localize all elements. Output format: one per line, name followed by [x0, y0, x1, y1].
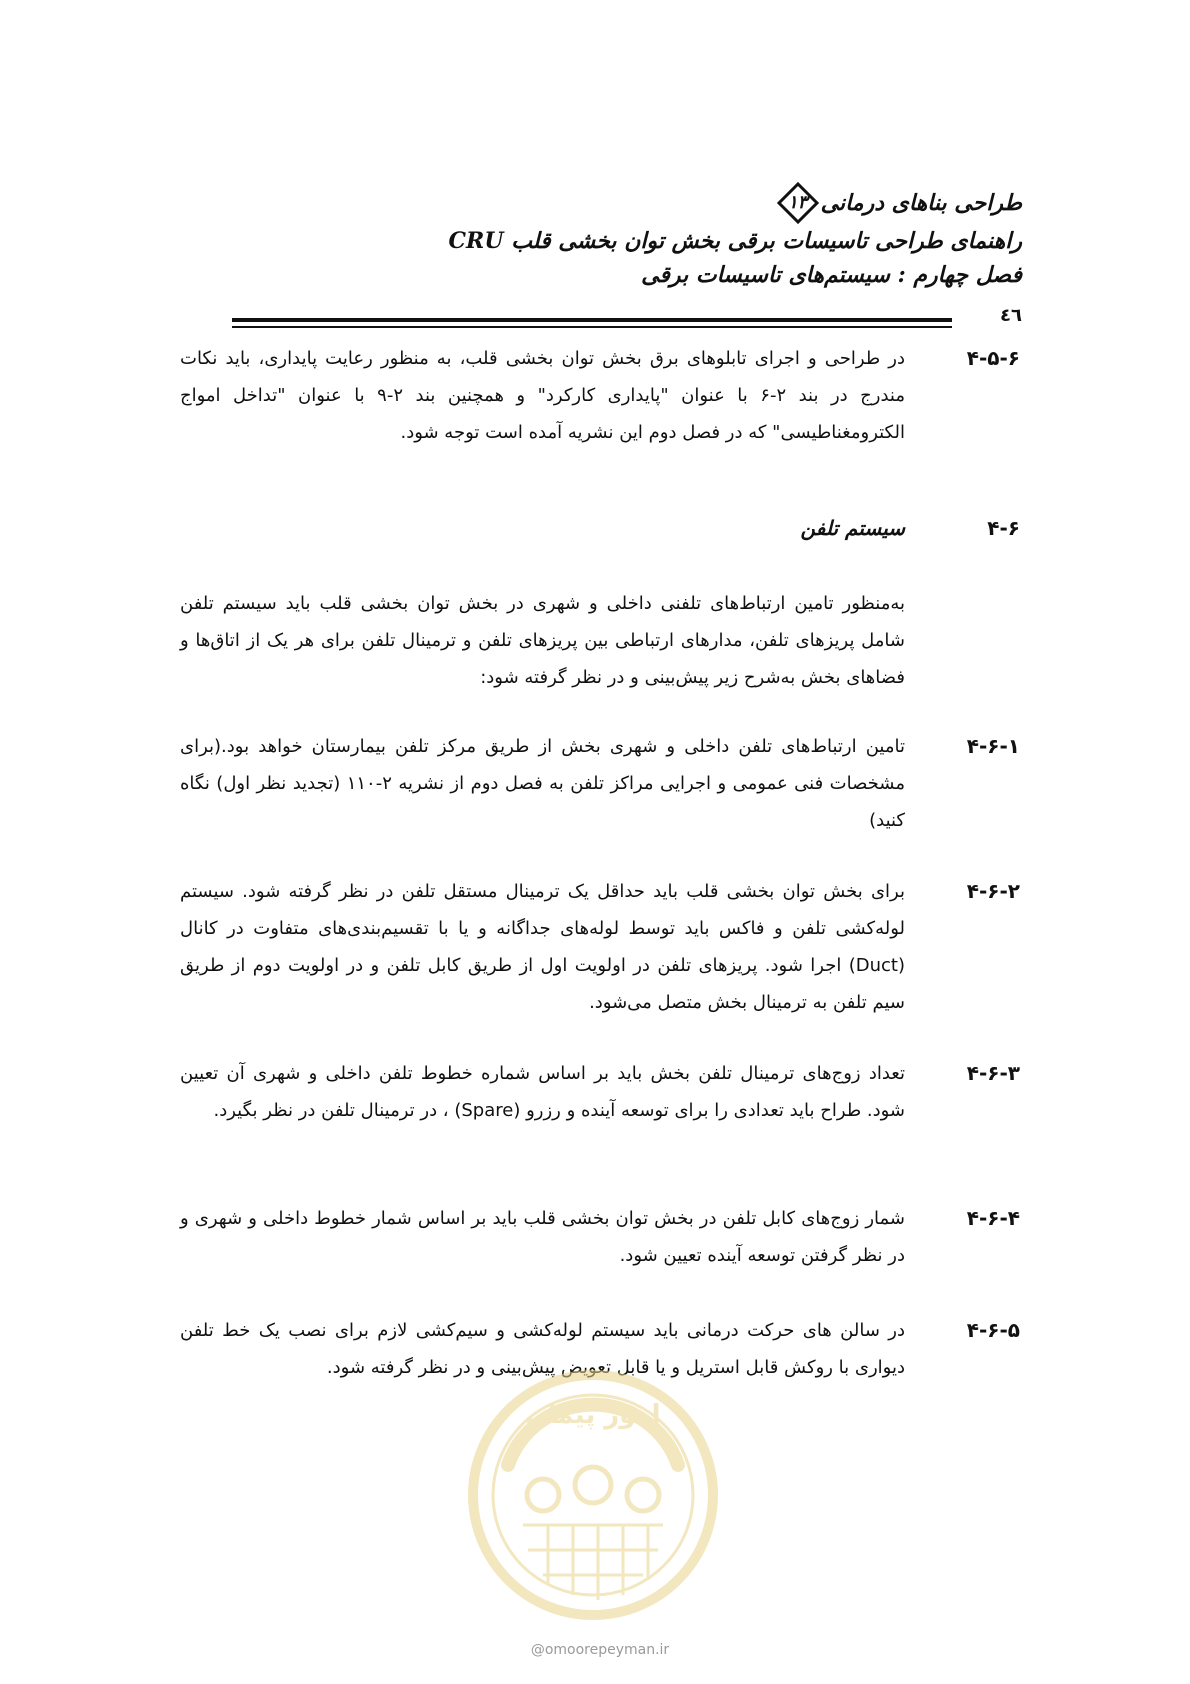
- watermark-text: امور پیمان: [525, 1400, 661, 1430]
- header-divider-thick: [232, 318, 952, 322]
- clause-4-6-2: [180, 873, 1020, 1021]
- watermark-seal-icon: [448, 1345, 738, 1635]
- header-divider-thin: [232, 326, 952, 328]
- header-line-3: فصل چهارم : سیستم‌های تاسیسات برقی: [641, 262, 1022, 288]
- clause-number: ۴-۶-۳: [966, 1061, 1020, 1085]
- clause-text: در سالن های حرکت درمانی باید سیستم لوله‌کشی و سیم‌کشی لازم برای نصب یک خط تلفن دیواری با روکش قابل استریل و یا قابل تعویض پیش‌بینی و در نظر گرفته شود.: [180, 1320, 905, 1378]
- page-number: ٤٦: [1000, 305, 1022, 326]
- clause-number: ۴-۶-۱: [966, 734, 1020, 758]
- clause-4-5-6: [180, 340, 1020, 451]
- clause-4-6-3: [180, 1055, 1020, 1129]
- clause-4-6-1: [180, 728, 1020, 839]
- book-title: طراحی بناهای درمانی: [820, 190, 1022, 216]
- section-number: ۴-۶: [987, 516, 1020, 540]
- clause-text: در طراحی و اجرای تابلوهای برق بخش توان بخشی قلب، به منظور رعایت پایداری، باید نکات مندرج در بند ۲-۶ با عنوان "پایداری کارکرد" و همچنین بند ۲-۹ با عنوان "تداخل امواج الکترومغناطیسی" که در فصل دوم این نشریه آمده است توجه شود.: [180, 348, 905, 443]
- volume-number: ۱۳: [787, 192, 808, 213]
- clause-text: برای بخش توان بخشی قلب باید حداقل یک ترمینال مستقل تلفن در نظر گرفته شود. سیستم لوله‌کشی تلفن و فاکس باید توسط لوله‌های جداگانه و یا با تقسیم‌بندی‌های متفاوت در کانال (Duct) اجرا شود. پریزهای تلفن در اولویت اول از طریق کابل تلفن و در اولویت دوم از طریق سیم تلفن به ترمینال بخش متصل می‌شود.: [180, 881, 905, 1013]
- intro-text: به‌منظور تامین ارتباط‌های تلفنی داخلی و شهری در بخش توان بخشی قلب باید سیستم تلفن شامل پریزهای تلفن، مدارهای ارتباطی بین پریزهای تلفن و ترمینال تلفن برای هر یک از اتاق‌ها و فضاهای بخش به‌شرح زیر پیش‌بینی و در نظر گرفته شود:: [180, 593, 905, 688]
- clause-4-6-4: [180, 1200, 1020, 1274]
- section-intro: [180, 585, 905, 696]
- clause-text: شمار زوج‌های کابل تلفن در بخش توان بخشی قلب باید بر اساس شمار خطوط داخلی و شهری و در نظر گرفتن توسعه آینده تعیین شود.: [180, 1208, 905, 1266]
- clause-text: تعداد زوج‌های ترمینال تلفن بخش باید بر اساس شماره خطوط تلفن داخلی و شهری آن تعیین شود. طراح باید تعدادی را برای توسعه آینده و رزرو (Spare) ، در ترمینال تلفن در نظر بگیرد.: [180, 1063, 905, 1121]
- clause-text: تامین ارتباط‌های تلفن داخلی و شهری بخش از طریق مرکز تلفن بیمارستان خواهد بود.(برای مشخصات فنی عمومی و اجرایی مراکز تلفن به فصل دوم از نشریه ۲-۱۱۰ (تجدید نظر اول) نگاه کنید): [180, 736, 906, 831]
- clause-number: ۴-۶-۵: [966, 1318, 1020, 1342]
- volume-number-badge: [777, 182, 819, 224]
- section-title: سیستم تلفن: [800, 516, 905, 540]
- page-header: [302, 182, 1022, 292]
- clause-number: ۴-۶-۴: [966, 1206, 1020, 1230]
- watermark-site: @omoorepeyman.ir: [530, 1642, 670, 1658]
- header-line-1: [302, 182, 1022, 224]
- clause-number: ۴-۶-۲: [966, 879, 1020, 903]
- header-line-2: راهنمای طراحی تاسیسات برقی بخش توان بخشی قلب CRU: [448, 228, 1022, 254]
- clause-number: ۴-۵-۶: [966, 346, 1020, 370]
- section-4-6: [180, 510, 1020, 547]
